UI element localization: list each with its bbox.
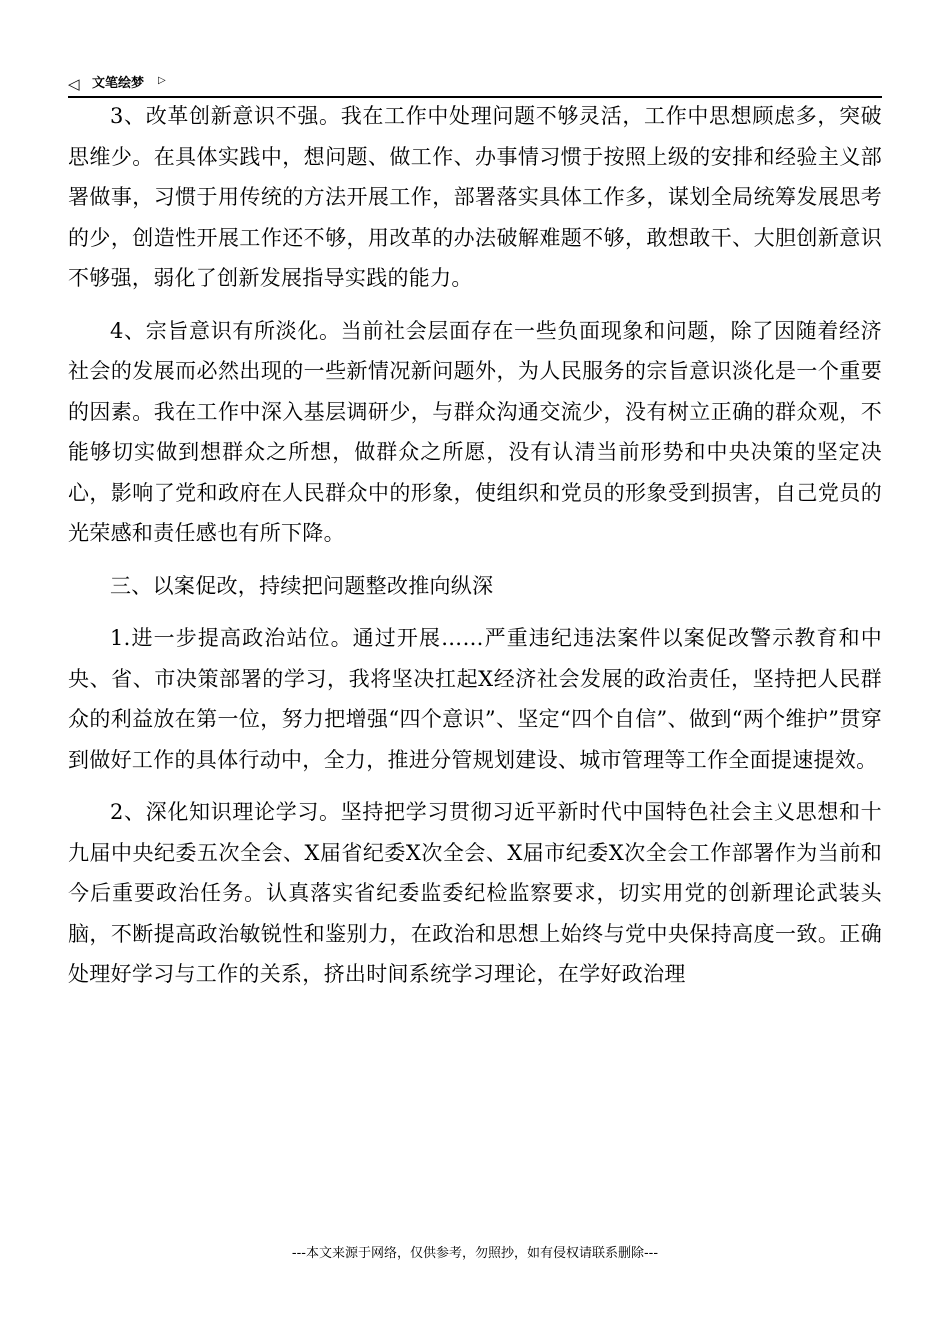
page-header: [68, 72, 882, 98]
document-body: [68, 96, 882, 995]
paragraph-political-standing: 1.进一步提高政治站位。通过开展……严重违纪违法案件以案促改警示教育和中央、省、市决策部署的学习，我将坚决扛起X经济社会发展的政治责任，坚持把人民群众的利益放在第一位，努力把增强“四个意识”、坚定“四个自信”、做到“两个维护”贯穿到做好工作的具体行动中，全力，推进分管规划建设、城市管理等工作全面提速提效。: [68, 626, 882, 772]
page-footer-disclaimer: ---本文来源于网络，仅供参考，勿照抄，如有侵权请联系删除---: [291, 1246, 659, 1261]
section-heading-rectification: 三、以案促改，持续把问题整改推向纵深: [110, 573, 494, 598]
paragraph-reform-innovation: 3、改革创新意识不强。我在工作中处理问题不够灵活，工作中思想顾虑多，突破思维少。在具体实践中，想问题、做工作、办事情习惯于按照上级的安排和经验主义部署做事，习惯于用传统的方法开展工作，部署落实具体工作多，谋划全局统筹发展思考的少，创造性开展工作还不够，用改革的办法破解难题不够，敢想敢干、大胆创新意识不够强，弱化了创新发展指导实践的能力。: [68, 104, 882, 290]
right-triangle-icon: ▷: [158, 75, 166, 86]
paragraph-theory-study: 2、深化知识理论学习。坚持把学习贯彻习近平新时代中国特色社会主义思想和十九届中央纪委五次全会、X届省纪委X次全会、X届市纪委X次全会工作部署作为当前和今后重要政治任务。认真落实省纪委监委纪检监察要求，切实用党的创新理论武装头脑，不断提高政治敏锐性和鉴别力，在政治和思想上始终与党中央保持高度一致。正确处理好学习与工作的关系，挤出时间系统学习理论，在学好政治理: [68, 800, 882, 986]
left-triangle-icon: ◁: [68, 75, 80, 93]
paragraph-purpose-awareness: 4、宗旨意识有所淡化。当前社会层面存在一些负面现象和问题，除了因随着经济社会的发展而必然出现的一些新情况新问题外，为人民服务的宗旨意识淡化是一个重要的因素。我在工作中深入基层调研少，与群众沟通交流少，没有树立正确的群众观，不能够切实做到想群众之所想，做群众之所愿，没有认清当前形势和中央决策的坚定决心，影响了党和政府在人民群众中的形象，使组织和党员的形象受到损害，自己党员的光荣感和责任感也有所下降。: [68, 318, 882, 545]
header-title: 文笔绘梦: [92, 76, 145, 91]
